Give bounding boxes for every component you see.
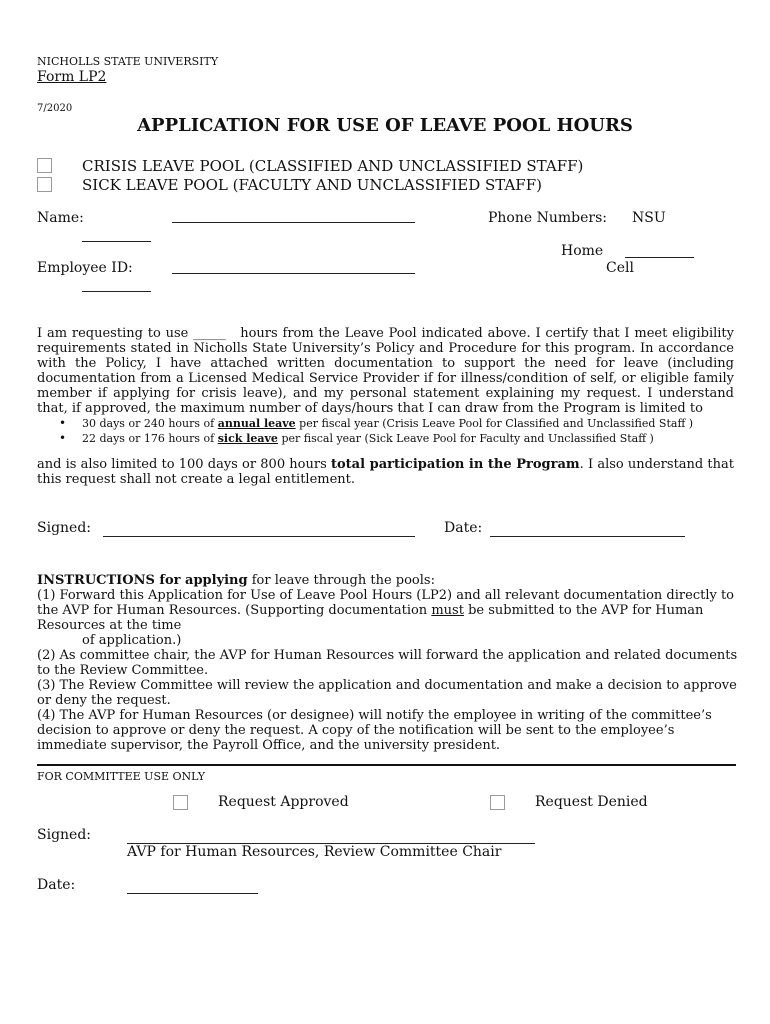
employee-signed-label: Signed: [37, 520, 92, 536]
phone-numbers-label: Phone Numbers: [488, 210, 607, 226]
employee-date-label: Date: [444, 520, 483, 536]
home-phone-label: Home [561, 243, 604, 259]
committee-heading: FOR COMMITTEE USE ONLY [37, 770, 206, 783]
request-text-body: hours from the Leave Pool indicated above. I certify that I meet eligibility requirements stated in Nicholls State University’s Policy and Procedure for this program. In accordance with the Policy, I have attached written documentation to support the need for leave (including documentation from a Licensed Medical Service Provider if for illness/condition of self, or eligible family member if applying for crisis leave), and my personal statement explaining my request. I understand that, if approved, the maximum number of days/hours that I can draw from the Program is limited to [37, 326, 734, 416]
limit-bullets [37, 416, 693, 446]
section-divider [37, 764, 736, 766]
employee-date-line[interactable] [490, 522, 685, 537]
name-input-line-continued[interactable] [82, 227, 151, 242]
instructions-section: INSTRUCTIONS for applying for leave through the pools: (1) Forward this Application for Use of Leave Pool Hours (LP2) and all relevant documentation directly to the AVP for Human Resources. (Supporting documentation must be submitted to the AVP for Human Resources at the time of application.) (2) As committee chair, the AVP for Human Resources will forward the application and related documents to the Review Committee. (3) The Review Committee will review the application and documentation and make a decision to approve or deny the request. (4) The AVP for Human Resources (or designee) will notify the employee in writing of the committee’s decision to approve or deny the request. A copy of the notification will be sent to the employee’s immediate supervisor, the Payroll Office, and the university president. [37, 573, 738, 753]
request-denied-label: Request Denied [535, 794, 648, 810]
sick-leave-label: SICK LEAVE POOL (FACULTY AND UNCLASSIFIED STAFF) [82, 176, 542, 194]
cell-phone-label: Cell [606, 260, 634, 276]
name-label: Name: [37, 210, 84, 226]
page-title: APPLICATION FOR USE OF LEAVE POOL HOURS [137, 115, 633, 136]
nsu-phone-label: NSU [632, 210, 666, 226]
committee-date-line[interactable] [127, 879, 258, 894]
list-item: • 30 days or 240 hours of annual leave per fiscal year (Crisis Leave Pool for Classified and Unclassified Staff ) [37, 416, 693, 431]
employee-id-input-line[interactable] [172, 259, 415, 274]
sick-leave-checkbox[interactable] [37, 177, 52, 192]
employee-id-label: Employee ID: [37, 260, 133, 276]
revision-date: 7/2020 [37, 103, 73, 114]
request-denied-checkbox[interactable] [490, 795, 505, 810]
committee-signature-line[interactable] [127, 829, 535, 844]
list-item: • 22 days or 176 hours of sick leave per fiscal year (Sick Leave Pool for Faculty and Unclassified Staff ) [37, 431, 693, 446]
university-name: NICHOLLS STATE UNIVERSITY [37, 55, 219, 68]
request-approved-label: Request Approved [218, 794, 349, 810]
crisis-leave-label: CRISIS LEAVE POOL (CLASSIFIED AND UNCLASSIFIED STAFF) [82, 157, 584, 175]
committee-date-label: Date: [37, 877, 76, 893]
participation-limit-paragraph: and is also limited to 100 days or 800 hours total participation in the Program. I also understand that this request shall not create a legal entitlement. [37, 457, 735, 487]
request-approved-checkbox[interactable] [173, 795, 188, 810]
committee-chair-label: AVP for Human Resources, Review Committee Chair [127, 844, 502, 860]
employee-signature-line[interactable] [103, 522, 415, 537]
committee-signed-label: Signed: [37, 827, 92, 843]
employee-id-input-line-continued[interactable] [82, 277, 151, 292]
request-text-start: I am requesting to use [37, 326, 189, 341]
crisis-leave-checkbox[interactable] [37, 158, 52, 173]
request-paragraph [37, 326, 734, 416]
hours-requested-blank[interactable]: _____ [193, 326, 226, 341]
form-code: Form LP2 [37, 69, 107, 85]
home-phone-input-line[interactable] [625, 243, 694, 258]
name-input-line[interactable] [172, 208, 415, 223]
